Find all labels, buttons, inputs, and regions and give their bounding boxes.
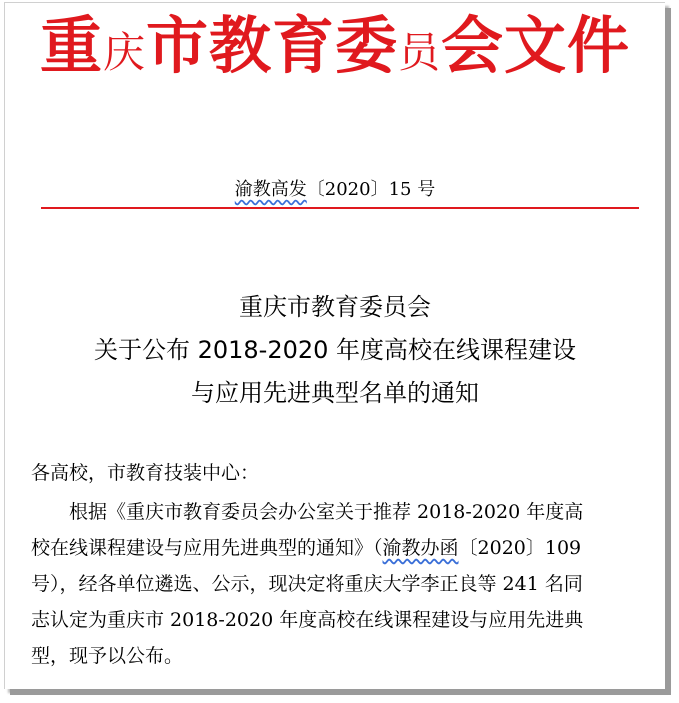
masthead-char-small: 员 bbox=[398, 28, 442, 77]
masthead-text: 市教育委 bbox=[145, 9, 398, 82]
masthead-char-small: 庆 bbox=[102, 28, 146, 77]
title-line-1: 重庆市教育委员会 bbox=[239, 293, 431, 321]
body-paragraph bbox=[31, 494, 641, 674]
paragraph-line bbox=[31, 530, 641, 566]
doc-number-rest: 〔2020〕15 号 bbox=[306, 179, 436, 200]
paragraph-line: 号），经各单位遴选、公示，现决定将重庆大学李正良等 241 名同 bbox=[31, 573, 583, 595]
paragraph-text: 校在线课程建设与应用先进典型的通知》（ bbox=[31, 537, 383, 559]
paragraph-line: 型，现予以公布。 bbox=[31, 645, 184, 667]
title-line-3: 与应用先进典型名单的通知 bbox=[191, 379, 479, 407]
salutation: 各高校，市教育技装中心： bbox=[31, 462, 260, 484]
title-line-2: 关于公布 2018-2020 年度高校在线课程建设 bbox=[93, 336, 577, 364]
masthead-char: 重 bbox=[39, 9, 103, 82]
paragraph-text: 〔2020〕109 bbox=[458, 537, 582, 559]
doc-ref-prefix: 渝教办函 bbox=[382, 537, 459, 559]
red-divider bbox=[41, 207, 639, 209]
paragraph-line: 志认定为重庆市 2018-2020 年度高校在线课程建设与应用先进典 bbox=[31, 609, 584, 631]
document-number bbox=[5, 175, 665, 201]
paragraph-line: 根据《重庆市教育委员会办公室关于推荐 2018-2020 年度高 bbox=[69, 501, 584, 523]
masthead-text: 会文件 bbox=[441, 9, 631, 82]
document-page bbox=[4, 2, 665, 689]
doc-number-prefix: 渝教高发 bbox=[234, 179, 307, 200]
masthead-title bbox=[5, 9, 665, 82]
